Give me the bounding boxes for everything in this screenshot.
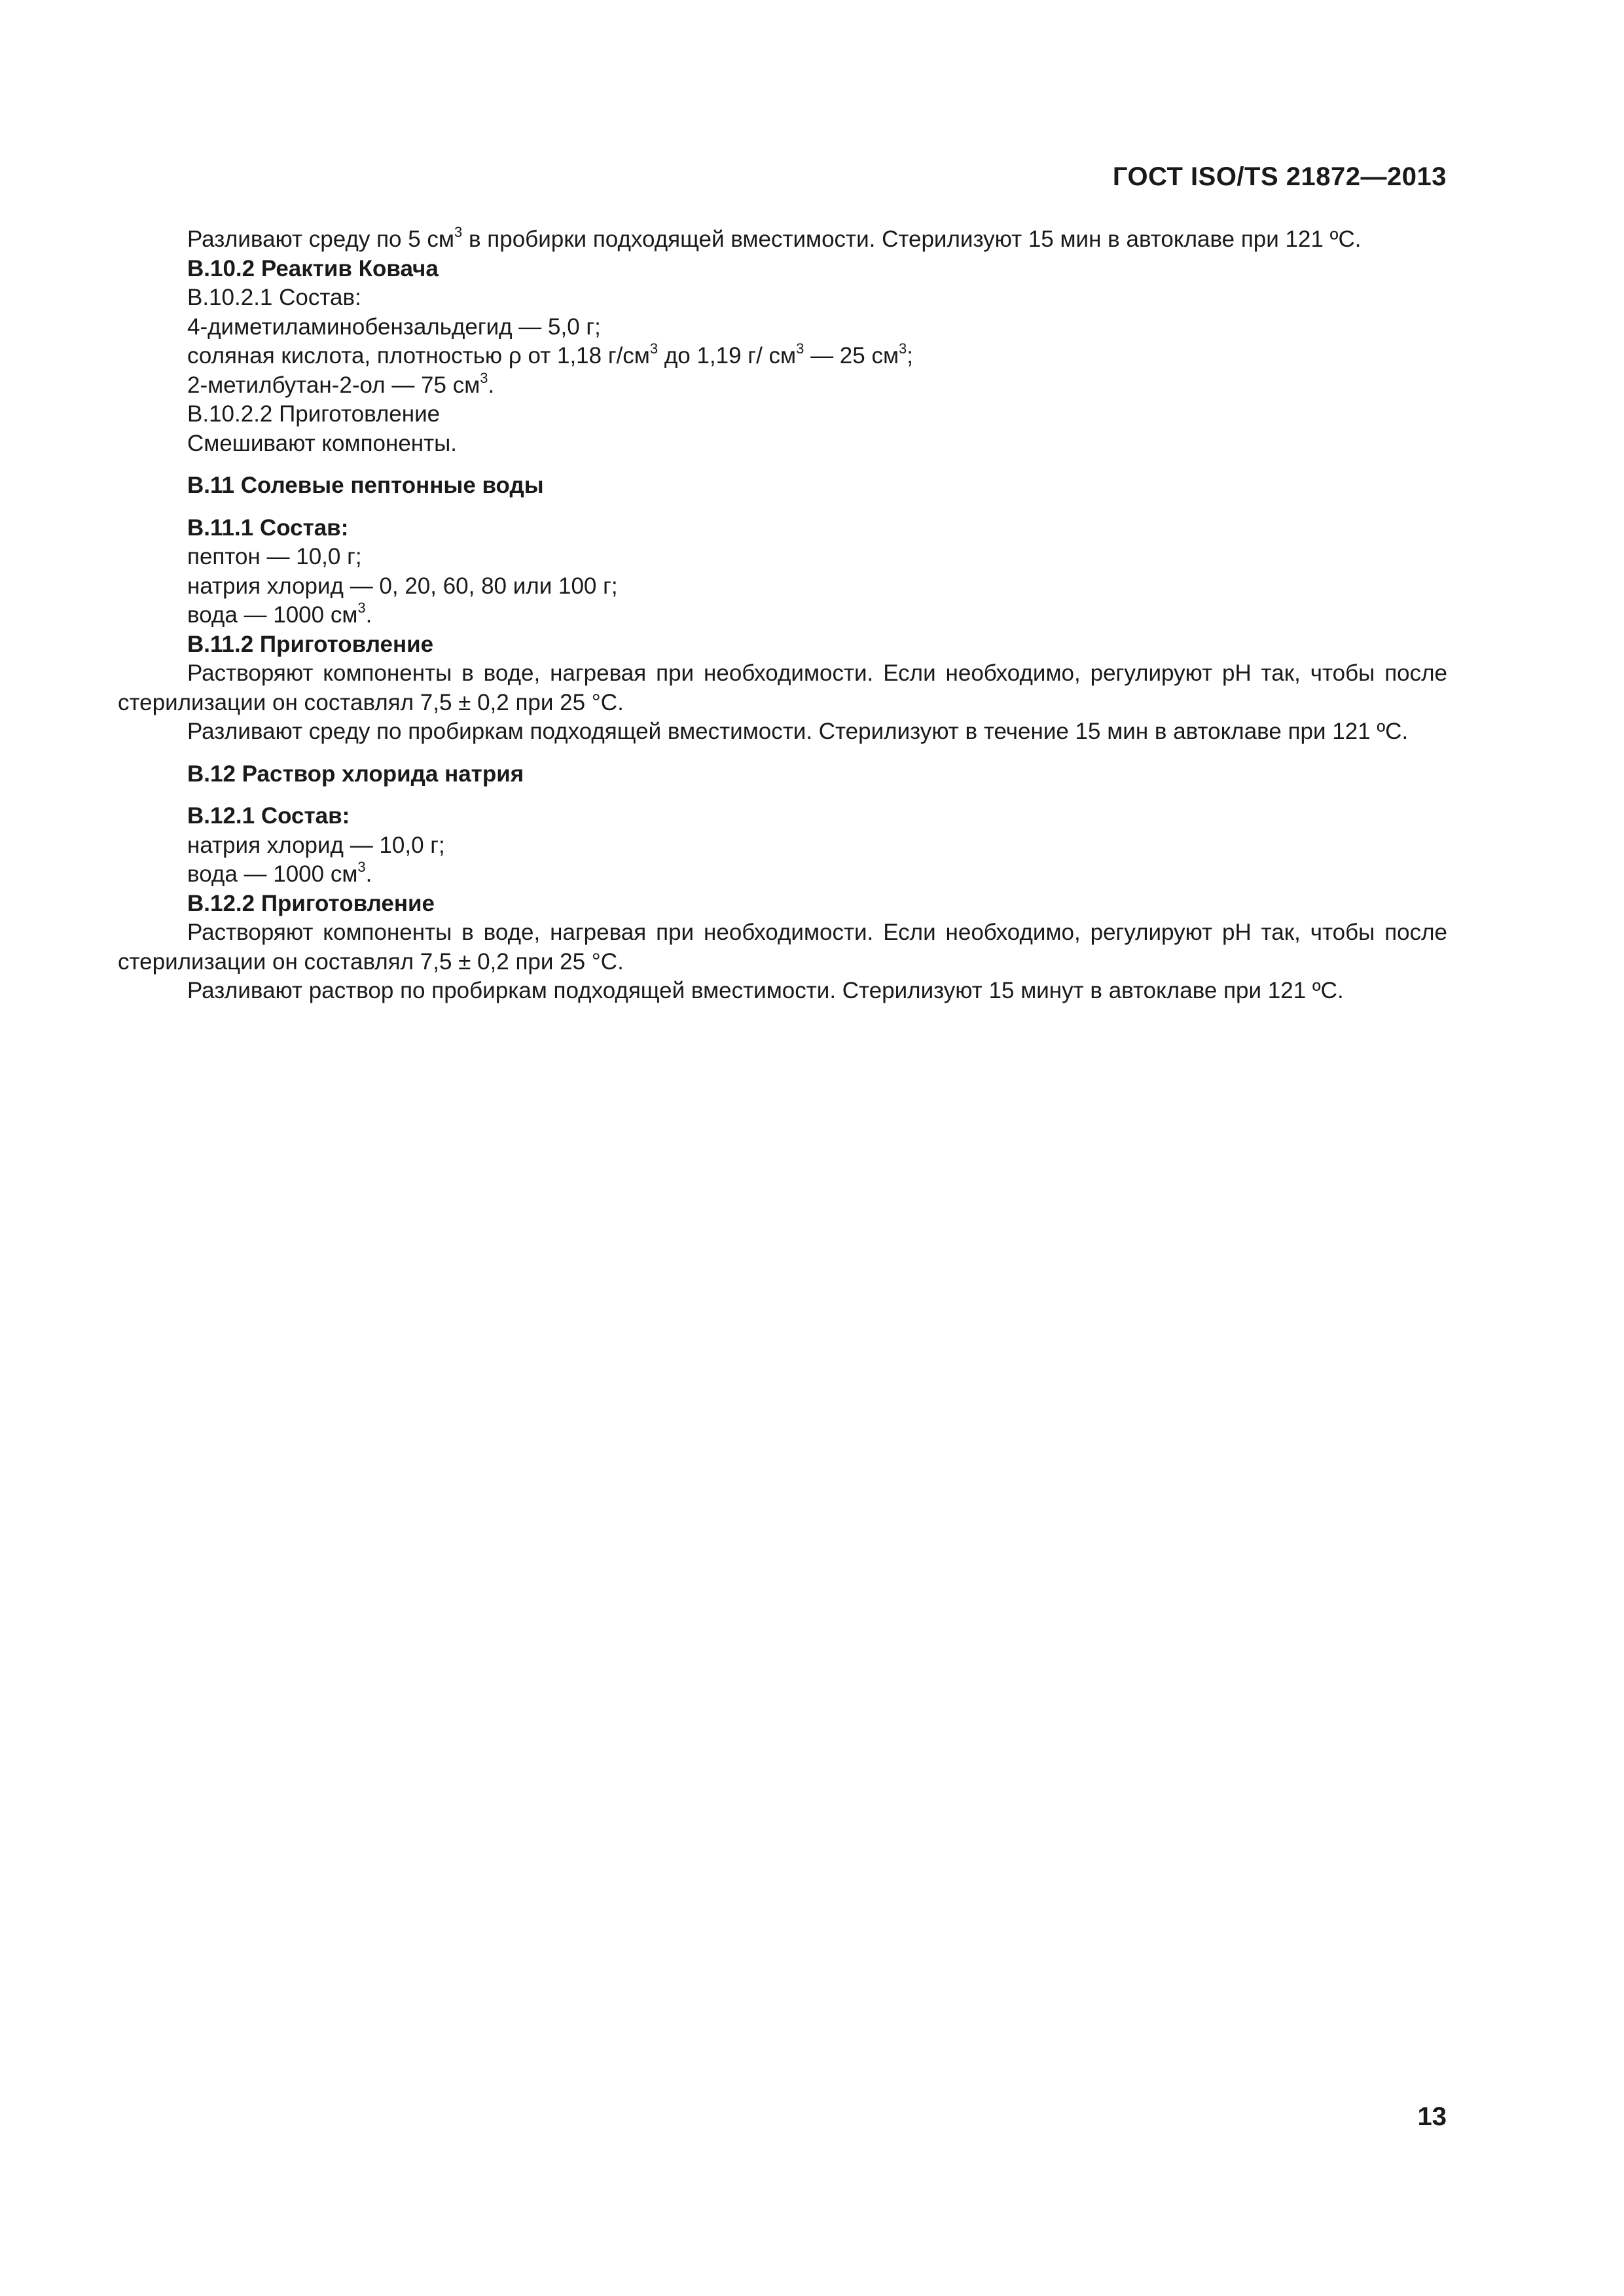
section-b10-2-1-label: B.10.2.1 Состав: <box>187 285 361 310</box>
intro-paragraph: Разливают среду по 5 $см^3$ в пробирки подходящей вместимости. Стерилизуют 15 мин в автоклаве при 121 ºС. <box>187 224 1362 252</box>
document-header: ГОСТ ISO/TS 21872—2013 <box>1112 162 1447 191</box>
ingredient-line: пептон — 10,0 г; <box>187 544 362 569</box>
ingredient-line: вода — 1000 $см^3$. <box>187 859 372 887</box>
pouring-paragraph: Разливают среду по пробиркам подходящей вместимости. Стерилизуют в течение 15 мин в автоклаве при 121 ºС. <box>187 719 1409 744</box>
section-b10-2-heading: B.10.2 Реактив Ковача <box>187 255 439 281</box>
ingredient-line: натрия хлорид — 10,0 г; <box>187 832 445 858</box>
page-content <box>118 225 1447 1006</box>
section-b12-heading: B.12 Раствор хлорида натрия <box>187 761 524 787</box>
ingredient-line: соляная кислота, плотностью ρ от 1,18 $г/см^3$ до 1,19 г/ $см^3$ — 25 $см^3$; <box>187 340 913 368</box>
section-b11-1-heading: B.11.1 Состав: <box>187 514 349 541</box>
preparation-paragraph: Растворяют компоненты в воде, нагревая при необходимости. Если необходимо, регулируют pH так, чтобы после стерилизации он составлял 7,5 ± 0,2 при 25 °С. <box>118 660 1447 715</box>
pouring-paragraph: Разливают раствор по пробиркам подходящей вместимости. Стерилизуют 15 минут в автоклаве при 121 ºС. <box>187 978 1344 1003</box>
section-b12-1-heading: B.12.1 Состав: <box>187 803 350 829</box>
ingredient-line: 4-диметиламинобензальдегид — 5,0 г; <box>187 314 601 340</box>
preparation-text: Смешивают компоненты. <box>187 430 458 456</box>
section-b11-heading: B.11 Солевые пептонные воды <box>187 473 544 498</box>
section-b10-2-2-label: B.10.2.2 Приготовление <box>187 401 441 427</box>
ingredient-line: 2-метилбутан-2-ол — 75 $см^3$. <box>187 369 495 398</box>
section-b11-2-heading: B.11.2 Приготовление <box>187 631 434 657</box>
ingredient-line: вода — 1000 $см^3$. <box>187 600 372 628</box>
section-b12-2-heading: B.12.2 Приготовление <box>187 890 435 916</box>
preparation-paragraph: Растворяют компоненты в воде, нагревая при необходимости. Если необходимо, регулируют pH так, чтобы после стерилизации он составлял 7,5 ± 0,2 при 25 °С. <box>118 920 1447 975</box>
page-number: 13 <box>1417 2102 1447 2131</box>
ingredient-line: натрия хлорид — 0, 20, 60, 80 или 100 г; <box>187 573 618 599</box>
